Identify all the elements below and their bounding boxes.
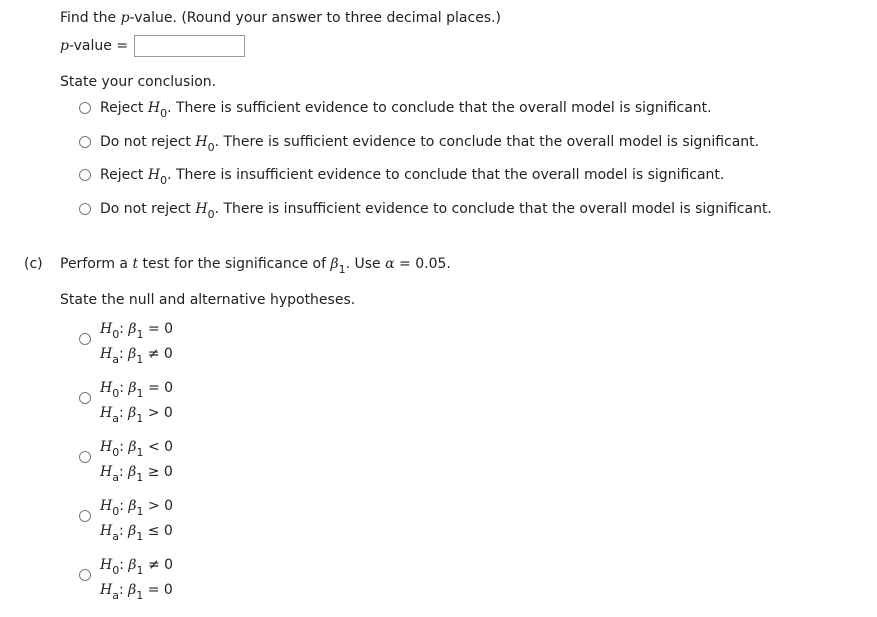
hypothesis-pair xyxy=(100,556,173,606)
option-rest: . There is insufficient evidence to conclude that the overall model is significant. xyxy=(167,167,725,183)
radio-button[interactable] xyxy=(79,392,91,404)
option-rest: . There is sufficient evidence to conclude that the overall model is significant. xyxy=(167,100,712,116)
h-subscript: 0 xyxy=(112,564,120,577)
null-hypothesis: $H_0$: $\beta_1 = 0$ xyxy=(100,321,174,341)
radio-button[interactable] xyxy=(79,169,91,181)
h-symbol: H xyxy=(195,201,208,217)
beta-symbol: β xyxy=(330,256,339,272)
relation: ≥ 0 xyxy=(147,464,173,480)
pvalue-prompt-rest: -value. (Round your answer to three decimal places.) xyxy=(129,10,502,26)
null-hypothesis: $H_0$: $\beta_1 \ne 0$ xyxy=(100,557,174,577)
h-subscript: 0 xyxy=(112,387,120,400)
h-symbol: H xyxy=(100,405,113,421)
relation: = 0 xyxy=(147,582,173,598)
relation: < 0 xyxy=(147,439,174,455)
relation: > 0 xyxy=(147,498,174,514)
part-c-question xyxy=(60,256,451,276)
radio-button[interactable] xyxy=(79,451,91,463)
relation: ≤ 0 xyxy=(147,523,173,539)
beta-symbol: β xyxy=(128,405,137,421)
part-c-text: Perform a xyxy=(60,256,133,272)
beta-subscript: 1 xyxy=(136,530,144,543)
h-subscript: 0 xyxy=(112,328,120,341)
h-symbol: H xyxy=(100,464,113,480)
alt-hypothesis: $H_a$: $\beta_1 \ne 0$ xyxy=(100,346,173,366)
hypotheses-prompt: State the null and alternative hypotheses. xyxy=(60,292,356,308)
h-symbol: H xyxy=(100,439,113,455)
radio-button[interactable] xyxy=(79,102,91,114)
h-symbol: H xyxy=(195,134,208,150)
beta-symbol: β xyxy=(128,557,137,573)
h-subscript: a xyxy=(112,412,119,425)
null-hypothesis: $H_0$: $\beta_1 = 0$ xyxy=(100,380,174,400)
radio-button[interactable] xyxy=(79,203,91,215)
beta-subscript: 1 xyxy=(338,263,346,276)
beta-subscript: 1 xyxy=(136,505,144,518)
h-subscript: 0 xyxy=(112,505,120,518)
option-lead: Reject xyxy=(100,100,148,116)
relation: = 0 xyxy=(147,321,174,337)
radio-button[interactable] xyxy=(79,136,91,148)
h-subscript: 0 xyxy=(160,107,168,120)
h-symbol: H xyxy=(100,557,113,573)
conclusion-option-text xyxy=(100,134,760,154)
pvalue-prompt xyxy=(60,10,501,26)
conclusion-prompt: State your conclusion. xyxy=(60,74,217,90)
h-subscript: 0 xyxy=(160,174,168,187)
pvalue-prompt-var: p xyxy=(120,10,130,26)
h-subscript: 0 xyxy=(112,446,120,459)
beta-symbol: β xyxy=(128,464,137,480)
pvalue-label-text: -value = xyxy=(68,38,129,54)
alt-hypothesis: $H_a$: $\beta_1 > 0$ xyxy=(100,405,173,425)
beta-symbol: β xyxy=(128,523,137,539)
beta-symbol: β xyxy=(128,380,137,396)
null-hypothesis: $H_0$: $\beta_1 < 0$ xyxy=(100,439,174,459)
conclusion-option-text xyxy=(100,201,772,221)
h-symbol: H xyxy=(100,498,113,514)
conclusion-option-text xyxy=(100,100,712,120)
beta-subscript: 1 xyxy=(136,564,144,577)
beta-subscript: 1 xyxy=(136,328,144,341)
h-subscript: a xyxy=(112,471,119,484)
h-subscript: a xyxy=(112,530,119,543)
conclusion-option-text xyxy=(100,167,725,187)
beta-symbol: β xyxy=(128,582,137,598)
alpha-symbol: α xyxy=(385,256,395,272)
h-symbol: H xyxy=(100,346,113,362)
h-symbol: H xyxy=(147,100,161,116)
h-subscript: 0 xyxy=(207,208,215,221)
hypothesis-pair xyxy=(100,320,173,370)
h-subscript: a xyxy=(112,353,119,366)
alt-hypothesis: $H_a$: $\beta_1 \ge 0$ xyxy=(100,464,173,484)
relation: ≠ 0 xyxy=(147,557,174,573)
pvalue-input[interactable] xyxy=(134,35,245,57)
radio-button[interactable] xyxy=(79,569,91,581)
pvalue-label-var: p xyxy=(60,38,69,54)
part-c-text: = 0.05. xyxy=(394,256,451,272)
hypothesis-pair xyxy=(100,497,173,547)
beta-subscript: 1 xyxy=(136,387,144,400)
option-lead: Do not reject xyxy=(100,134,196,150)
beta-symbol: β xyxy=(128,439,137,455)
pvalue-label xyxy=(60,38,128,54)
alt-hypothesis: $H_a$: $\beta_1 \le 0$ xyxy=(100,523,173,543)
hypothesis-pair xyxy=(100,438,173,488)
h-subscript: 0 xyxy=(207,141,215,154)
beta-symbol: β xyxy=(128,346,137,362)
option-lead: Do not reject xyxy=(100,201,196,217)
t-symbol: t xyxy=(132,256,139,272)
part-c-text: test for the significance of xyxy=(138,256,331,272)
pvalue-prompt-text: Find the xyxy=(60,10,121,26)
h-symbol: H xyxy=(100,582,113,598)
h-symbol: H xyxy=(147,167,161,183)
h-subscript: a xyxy=(112,589,119,602)
beta-symbol: β xyxy=(128,321,137,337)
beta-symbol: β xyxy=(128,498,137,514)
part-c-text: . Use xyxy=(345,256,386,272)
beta-subscript: 1 xyxy=(136,446,144,459)
part-c-label: (c) xyxy=(24,256,43,272)
option-rest: . There is insufficient evidence to conclude that the overall model is significant. xyxy=(214,201,772,217)
beta-subscript: 1 xyxy=(136,412,144,425)
h-symbol: H xyxy=(100,523,113,539)
option-lead: Reject xyxy=(100,167,148,183)
radio-button[interactable] xyxy=(79,333,91,345)
h-symbol: H xyxy=(100,321,113,337)
beta-subscript: 1 xyxy=(136,471,144,484)
relation: = 0 xyxy=(147,380,174,396)
radio-button[interactable] xyxy=(79,510,91,522)
option-rest: . There is sufficient evidence to conclude that the overall model is significant. xyxy=(214,134,760,150)
alt-hypothesis: $H_a$: $\beta_1 = 0$ xyxy=(100,582,173,602)
hypothesis-pair xyxy=(100,379,173,429)
h-symbol: H xyxy=(100,380,113,396)
relation: > 0 xyxy=(147,405,173,421)
relation: ≠ 0 xyxy=(147,346,173,362)
null-hypothesis: $H_0$: $\beta_1 > 0$ xyxy=(100,498,174,518)
beta-subscript: 1 xyxy=(136,353,144,366)
beta-subscript: 1 xyxy=(136,589,144,602)
